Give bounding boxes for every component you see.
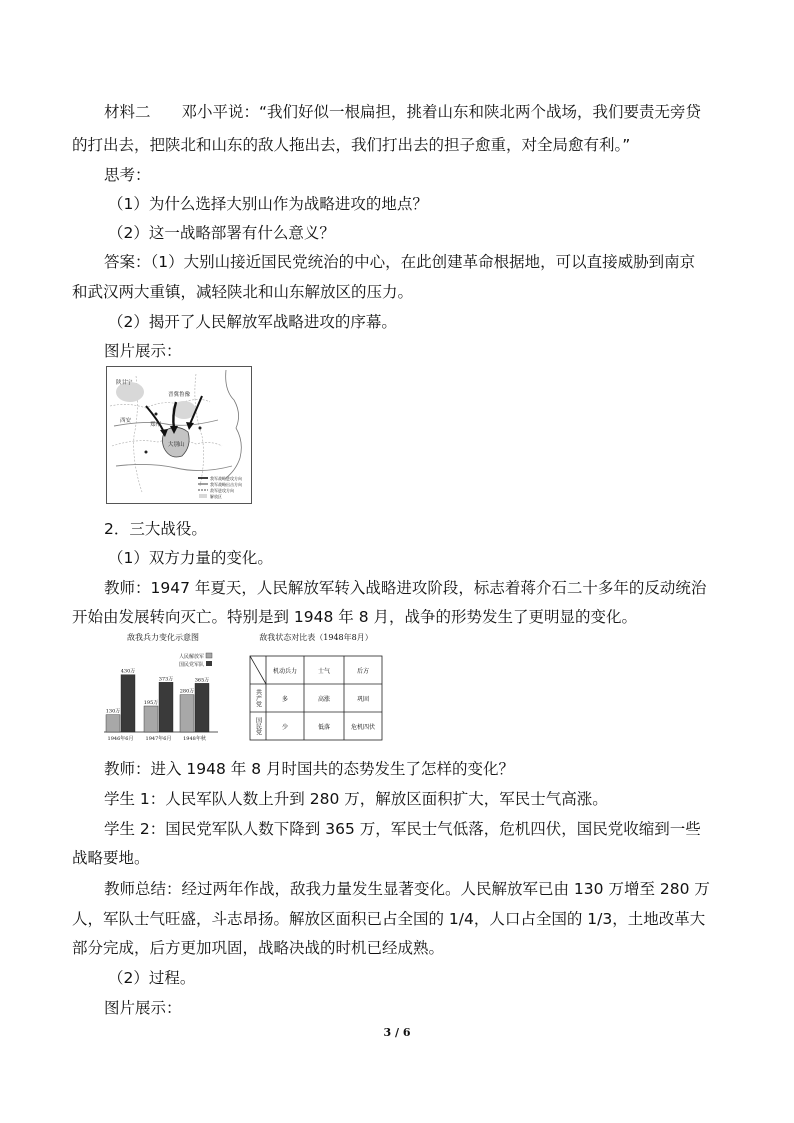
text-line: （2）这一战略部署有什么意义？ [108,224,335,242]
table-header: 机动兵力 [272,668,298,675]
text-line: 教师总结：经过两年作战，敌我力量发生显著变化。人民解放军已由 130 万增至 280 万 [104,880,710,898]
map-figure [106,366,252,504]
table-cell: 巩固 [356,696,370,703]
text-line: 学生 1：人民军队人数上升到 280 万，解放区面积扩大，军民士气高涨。 [104,790,608,808]
text-line: 图片展示： [104,342,182,360]
table-cell: 高涨 [317,696,331,703]
text-line: 2．三大战役。 [104,520,207,538]
bar-kmt [159,682,173,732]
text-line: 和武汉两大重镇，减轻陕北和山东解放区的压力。 [72,283,414,301]
map-label: 郑州 [150,422,162,428]
text-line: 战略要地。 [72,849,150,867]
table-cell: 危机四伏 [350,724,376,731]
x-tick-label: 1946年6月 [107,736,134,742]
text-line: 学生 2：国民党军队人数下降到 365 万，军民士气低落，危机四伏，国民党收缩到一些 [104,820,701,838]
svg-text:敌军进攻方向: 敌军进攻方向 [210,488,234,493]
legend-label-pla: 人民解放军 [178,654,204,660]
text-line: （2）过程。 [108,969,196,987]
bar-kmt [195,683,209,732]
svg-text:解放区: 解放区 [210,494,222,499]
bar-value-label: 280万 [179,688,195,695]
text-line: 教师：进入 1948 年 8 月时国共的态势发生了怎样的变化？ [104,760,515,778]
text-line: 人，军队士气旺盛，斗志昂扬。解放区面积已占全国的 1/4，人口占全国的 1/3，土地改革大 [72,910,706,928]
text-line: （1）双方力量的变化。 [108,549,273,567]
legend-label-kmt: 国民党军队 [178,662,204,668]
x-tick-label: 1948年秋 [183,736,206,742]
page-number: 3 / 6 [383,1026,411,1039]
bar-pla [144,706,158,732]
text-line: 材料二 邓小平说：“我们好似一根扁担，挑着山东和陕北两个战场，我们要责无旁贷 [104,103,702,121]
table-title: 敌我状态对比表（1948年8月） [259,633,373,642]
table-header: 后方 [356,668,370,675]
text-line: （1）为什么选择大别山作为战略进攻的地点？ [108,195,428,213]
text-line: 教师：1947 年夏天，人民解放军转入战略进攻阶段，标志着蒋介石二十多年的反动统治 [104,579,707,597]
bar-value-label: 130万 [105,708,121,715]
text-line: 部分完成，后方更加巩固，战略决战的时机已经成熟。 [72,939,445,957]
map-label: 陕甘宁 [116,380,133,386]
table-cell: 少 [281,724,289,731]
bar-value-label: 365万 [194,677,210,684]
table-cell: 多 [281,696,289,703]
text-line: 开始由发展转向灭亡。特别是到 1948 年 8 月，战争的形势发生了更明显的变化。 [72,608,638,626]
text-line: （2）揭开了人民解放军战略进攻的序幕。 [108,313,397,331]
text-line: 图片展示： [104,999,182,1017]
svg-text:我军战略进攻方向: 我军战略进攻方向 [210,476,242,481]
table-cell: 低落 [317,724,331,731]
chart-title: 敌我兵力变化示意图 [127,633,199,642]
map-label: 晋冀鲁豫 [168,392,191,398]
text-line: 答案：（1）大别山接近国民党统治的中心，在此创建革命根据地，可以直接威胁到南京 [104,253,696,271]
table-row-label: 共产党 [254,689,262,707]
table-row-label: 国民党 [254,717,262,735]
text-line: 思考： [104,166,151,184]
bar-value-label: 430万 [120,668,136,675]
bar-kmt [121,675,135,732]
bar-pla [180,695,194,732]
map-label: 西安 [120,418,132,424]
x-tick-label: 1947年6月 [145,736,172,742]
bar-value-label: 195万 [143,700,159,706]
svg-text:我军战略出击方向: 我军战略出击方向 [210,482,242,487]
troop-chart [100,628,226,744]
bar-pla [106,715,120,732]
map-label: 大别山 [168,442,185,448]
chart-legend [179,653,212,668]
table-header: 士气 [317,668,331,675]
bar-value-label: 373万 [158,676,174,683]
comparison-table-figure [244,628,388,744]
text-line: 的打出去，把陕北和山东的敌人拖出去，我们打出去的担子愈重，对全局愈有利。” [72,136,631,154]
